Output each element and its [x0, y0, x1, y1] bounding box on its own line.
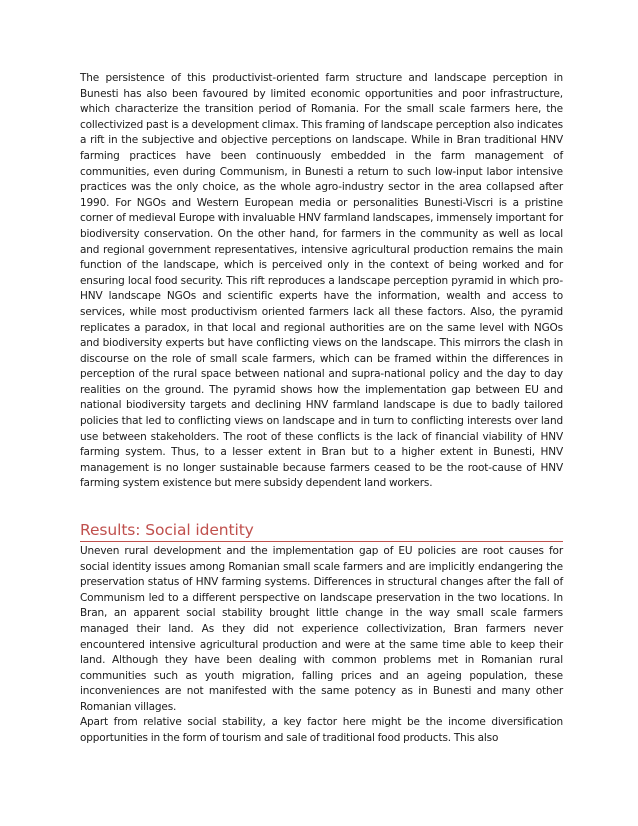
section-heading-social-identity: Results: Social identity: [80, 521, 254, 539]
document-page: [80, 71, 563, 746]
heading-underline-rule: [80, 541, 563, 542]
body-paragraph-uneven-development: Uneven rural development and the implementation gap of EU policies are root causes for social identity issues among Romanian small scale farmers and are implicitly endangering the preservation status of HNV farming systems. Differences in structural changes after the fall of Communism led to a different perspective on landscape preservation in the two locations. In Bran, an apparent social stability brought little change in the way small scale farmers managed their land. As they did not experience collectivization, Bran farmers never encountered intensive agricultural production and were at the same time able to keep their land. Although they have been dealing with common problems met in Romanian rural communities such as youth migration, falling prices and an ageing population, these inconveniences are not manifested with the same potency as in Bunesti and many other Romanian villages.: [80, 545, 563, 713]
body-paragraph-persistence: The persistence of this productivist-oriented farm structure and landscape perception in Bunesti has also been favoured by limited economic opportunities and poor infrastructure, which characterize the transition period of Romania. For the small scale farmers here, the collectivized past is a development climax. This framing of landscape perception also indicates a rift in the subjective and objective perceptions on landscape. While in Bran traditional HNV farming practices have been continuously embedded in the farm management of communities, even during Communism, in Bunesti a return to such low-input labor intensive practices was the only choice, as the whole agro-industry sector in the area collapsed after 1990. For NGOs and Western European media or personalities Bunesti-Viscri is a pristine corner of medieval Europe with invaluable HNV farmland landscapes, immensely important for biodiversity conservation. On the other hand, for farmers in the community as well as local and regional government representatives, intensive agricultural production remains the main function of the landscape, which is perceived only in the context of being worked and for ensuring local food security. This rift reproduces a landscape perception pyramid in which pro-HNV landscape NGOs and scientific experts have the information, wealth and access to services, while most productivism oriented farmers lack all these factors. Also, the pyramid replicates a paradox, in that local and regional authorities are on the same level with NGOs and biodiversity experts but have conflicting views on the landscape. This mirrors the clash in discourse on the role of small scale farmers, which can be framed within the differences in perception of the rural space between national and supra-national policy and the day to day realities on the ground. The pyramid shows how the implementation gap between EU and national biodiversity targets and declining HNV farmland landscape is due to badly tailored policies that led to conflicting views on landscape and in turn to conflicting interests over land use between stakeholders. The root of these conflicts is the lack of financial viability of HNV farming system. Thus, to a lesser extent in Bran but to a higher extent in Bunesti, HNV management is no longer sustainable because farmers ceased to be the root-cause of HNV farming system existence but mere subsidy dependent land workers.: [80, 72, 563, 490]
body-paragraph-social-stability: Apart from relative social stability, a key factor here might be the income diversification opportunities in the form of tourism and sale of traditional food products. This also: [80, 716, 563, 744]
